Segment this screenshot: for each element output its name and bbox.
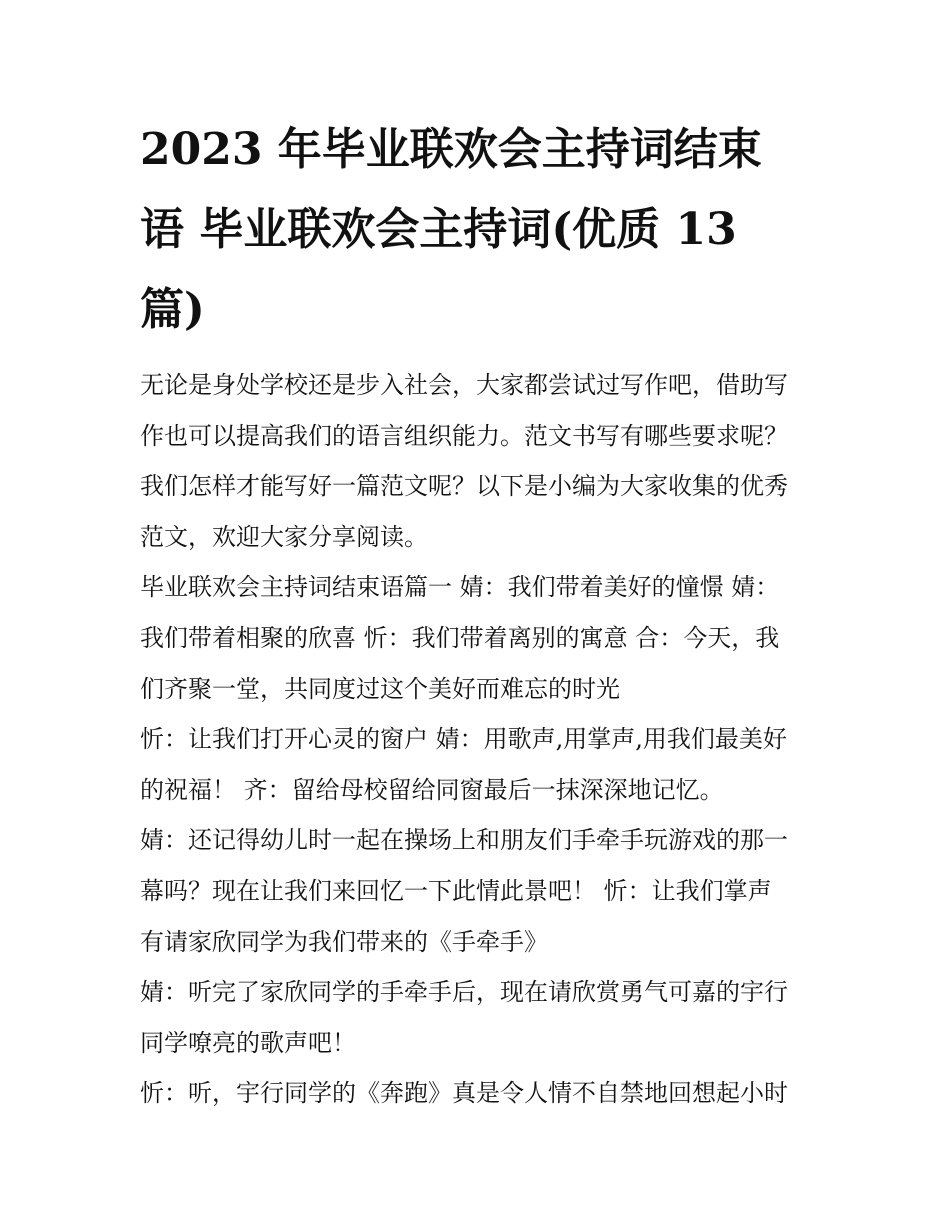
title-line: 2023 年毕业联欢会主持词结束 (140, 124, 762, 175)
body-line: 婧：听完了家欣同学的手牵手后，现在请欣赏勇气可嘉的宇行 (140, 978, 788, 1007)
title-line: 语 毕业联欢会主持词(优质 13 (140, 204, 737, 255)
body-line: 们齐聚一堂，共同度过这个美好而难忘的时光 (140, 674, 620, 703)
body-line: 同学嘹亮的歌声吧！ (140, 1028, 356, 1057)
body-line: 我们怎样才能写好一篇范文呢？以下是小编为大家收集的优秀 (140, 472, 788, 501)
body-line: 忻：听，宇行同学的《奔跑》真是令人情不自禁地回想起小时 (140, 1079, 788, 1108)
document-page (140, 110, 820, 1119)
body-line: 幕吗？现在让我们来回忆一下此情此景吧！ 忻：让我们掌声 (140, 876, 772, 905)
title-line: 篇) (140, 284, 205, 335)
body-line: 的祝福！ 齐：留给母校留给同窗最后一抹深深地记忆。 (140, 775, 724, 804)
body-line: 忻：让我们打开心灵的窗户 婧：用歌声,用掌声,用我们最美好 (140, 725, 787, 754)
body-line: 无论是身处学校还是步入社会，大家都尝试过写作吧，借助写 (140, 371, 788, 399)
body-line: 有请家欣同学为我们带来的《手牵手》 (140, 927, 548, 956)
document-title (140, 110, 820, 350)
document-body (140, 360, 820, 1119)
body-line: 毕业联欢会主持词结束语篇一 婧：我们带着美好的憧憬 婧： (140, 573, 780, 602)
body-line: 作也可以提高我们的语言组织能力。范文书写有哪些要求呢？ (140, 421, 788, 450)
body-line: 范文，欢迎大家分享阅读。 (140, 522, 428, 551)
body-line: 我们带着相聚的欣喜 忻：我们带着离别的寓意 合：今天，我 (140, 623, 780, 652)
body-line: 婧：还记得幼儿时一起在操场上和朋友们手牵手玩游戏的那一 (140, 826, 788, 855)
